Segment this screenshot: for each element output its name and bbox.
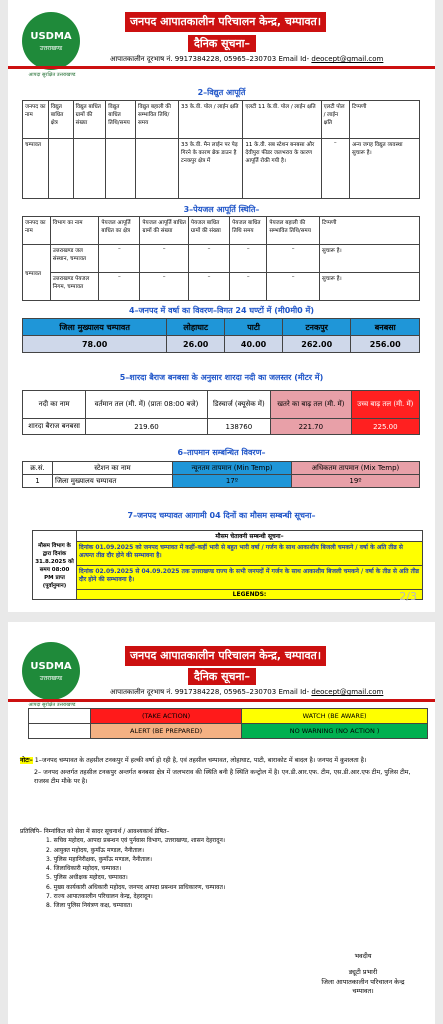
legend-watch: WATCH (BE AWARE) <box>242 709 428 724</box>
table-header: जनपद का नाम <box>23 217 51 245</box>
table-cell: 26.00 <box>167 336 225 353</box>
table-cell: जिला मुख्यालय चम्पावत <box>53 475 173 488</box>
legend-table <box>28 708 428 739</box>
copy-item: 6. मुख्य कार्यकारी अधिकारी महोदय, जनपद आपदा प्रबन्धन प्राधिकारण, चम्पावत। <box>46 883 226 891</box>
table-cell: 11 के.वी. सब स्टेशन बनबसा और देवीपुरा फीडर जलभराव के कारण आपूर्ति रोकी गयी है। <box>243 139 321 199</box>
copy-item: 8. जिला पुलिस नियंत्रण कक्ष, चम्पावत। <box>46 902 133 910</box>
table-cell: – <box>321 139 349 199</box>
table-cell: – <box>267 245 320 273</box>
header-rule <box>8 66 435 69</box>
table-cell: 262.00 <box>283 336 351 353</box>
table-cell: 225.00 <box>351 419 419 435</box>
table-header: विद्युत बाधित तिथि/समय <box>106 101 136 139</box>
table-header: क्र.सं. <box>23 462 53 475</box>
table-cell <box>136 139 179 199</box>
header-rule <box>8 699 435 702</box>
usdma-logo: USDMA उत्तराखण्ड <box>22 642 80 700</box>
table-header: उच्च बाढ़ तल (मी. में) <box>351 391 419 419</box>
usdma-logo: USDMA उत्तराखण्ड <box>22 12 80 70</box>
table-header: स्टेशन का नाम <box>53 462 173 475</box>
table-header: विद्युत बाधित क्षेत्र <box>48 101 73 139</box>
weather-legend-label: LEGENDS: <box>77 590 423 600</box>
table-cell: – <box>188 273 229 301</box>
weather-header: मौसम चेतावनी सम्बन्धी सूचना– <box>77 531 423 542</box>
table-header: पेयजल बहाली की सम्भावित तिथि/समय <box>267 217 320 245</box>
table-cell: – <box>267 273 320 301</box>
table-header: वर्तमान तल (मी. में) (प्रातः 08:00 बजे) <box>86 391 207 419</box>
table-cell: उत्तराखण्ड जल संस्थान, चम्पावत <box>50 245 99 273</box>
table-header: पेयजल बाधित तिथि समय <box>230 217 267 245</box>
table-header: पेयजल आपूर्ति बाधित का क्षेत्र <box>99 217 140 245</box>
table-cell: – <box>99 273 140 301</box>
notes-block <box>20 756 420 786</box>
table-cell <box>106 139 136 199</box>
report-page-2 <box>8 622 435 1024</box>
table-cell: अन्य जगह विद्युत व्यवस्था सुचारू है। <box>350 139 420 199</box>
report-page-1 <box>8 0 435 612</box>
note-1: 1–जनपद चम्पावत के तहसील टनकपुर में हल्की वर्षा हो रही है, एवं तहसील चम्पावत, लोहाघाट, पाटी, बाराकोट में बादल है। जनपद में कुशलता है। <box>34 757 367 764</box>
table-cell: शारदा बैराज बनबसा <box>23 419 86 435</box>
legend-blank <box>29 709 91 724</box>
table-cell: 33 के.वी. मैन लाईन पर पेड़ गिरने के कारण ब्रेक डाउन है टनकपुर क्षेत्र में <box>179 139 243 199</box>
table-cell: – <box>230 273 267 301</box>
logo-tagline: आपदा सुरक्षित उत्तराखण्ड <box>28 72 76 78</box>
copy-item: 7. राज्य आपातकालीन परिचालन केन्द्र, देहरादून। <box>46 893 153 901</box>
table-cell: उत्तराखण्ड पेयजल निगम, चम्पावत <box>50 273 99 301</box>
notes-label: नोटः– <box>20 757 33 764</box>
table-cell <box>73 139 106 199</box>
table-cell: – <box>188 245 229 273</box>
table-header: न्यूनतम तापमान (Min Temp) <box>173 462 292 475</box>
table-cell: सुचारू है। <box>320 245 420 273</box>
copy-item: 1. सचिव महोदय, आपदा प्रबन्धन एवं पुर्नवास विभाग, उत्तराखण्ड, शासन देहरादून। <box>46 837 226 845</box>
table-header: टनकपुर <box>283 319 351 336</box>
table-header: विद्युत बहाली की सम्भावित तिथि/समय <box>136 101 179 139</box>
table-cell: चम्पावत <box>23 139 49 199</box>
logo-tagline: आपदा सुरक्षित उत्तराखण्ड <box>28 702 76 708</box>
header-title: जनपद आपातकालीन परिचालन केन्द्र, चम्पावत। <box>125 646 326 666</box>
note-2: 2– जनपद अन्तर्गत तहसील टनकपुर अन्तर्गत बनबसा क्षेत्र में जलभराव की स्थिति बनी है स्थिति कन्ट्रोल में है। एन.डी.आर.एफ. टीम, एस.डी.आर.एफ टीम, पुलिस टीम, राजस्व टीम मौके पर है। <box>34 769 411 786</box>
rain-title: 4–जनपद में वर्षा का विवरण–विगत 24 घण्टों में (मी0मी0 में) <box>129 306 314 315</box>
table-header: जनपद का नाम <box>23 101 49 139</box>
legend-take-action: (TAKE ACTION) <box>91 709 242 724</box>
weather-title: 7–जनपद चम्पावत आगामी 04 दिनों का मौसम सम्बन्धी सूचना– <box>127 511 316 520</box>
table-header: अधिकतम तापमान (Mix Temp) <box>291 462 419 475</box>
table-header: पेयजल आपूर्ति बाधित ग्रामों की संख्या <box>140 217 189 245</box>
header-subtitle: दैनिक सूचना– <box>188 668 256 685</box>
river-table <box>22 390 420 435</box>
temperature-title: 6–तापमान सम्बन्धित विवरण– <box>177 448 266 457</box>
table-cell: 138760 <box>207 419 270 435</box>
table-header: बनबसा <box>351 319 420 336</box>
river-title: 5–शारदा बैराज बनबसा के अनुसार शारदा नदी का जलस्तर (मीटर में) <box>119 373 324 382</box>
table-header: विभाग का नाम <box>50 217 99 245</box>
signature-line: जिला आपातकालीन परिचालन केन्द्र <box>321 977 405 986</box>
temperature-table <box>22 461 420 488</box>
copy-item: 3. पुलिस महानिरीक्षक, कुमाँऊ मण्डल, नैनीताल। <box>46 855 152 863</box>
weather-table <box>32 530 423 600</box>
table-header: डिस्चार्ज (क्यूसेक में) <box>207 391 270 419</box>
table-cell: 78.00 <box>23 336 167 353</box>
table-header: नदी का नाम <box>23 391 86 419</box>
table-cell <box>48 139 73 199</box>
legend-no-warning: NO WARNING (NO ACTION ) <box>242 724 428 739</box>
weather-warning-row: दिनांक 01.09.2025 को जनपद चम्पावत में कहीं–कहीं भारी से बहुत भारी वर्षा / गर्जन के साथ आकाशीय बिजली चमकने / वर्षा के अति तीव्र से अत्यन्त तीव्र दौर होने की सम्भावना है। <box>77 542 423 566</box>
signature-line: ड्यूटी प्रभारी <box>348 967 378 976</box>
electricity-table <box>22 100 420 199</box>
electricity-title: 2–विद्युत आपूर्ति <box>197 88 246 97</box>
water-table <box>22 216 420 301</box>
table-cell: – <box>230 245 267 273</box>
table-header: लोहाघाट <box>167 319 225 336</box>
table-header: खतरे का बाढ़ तल (मी. में) <box>271 391 352 419</box>
table-cell: 219.60 <box>86 419 207 435</box>
table-cell: 17º <box>173 475 292 488</box>
weather-side-label: मौसम विभाग के द्वारा दिनांक 31.8.2025 को समय 08:00 PM प्राप्त (पूर्वानुमान) <box>33 531 77 600</box>
signature-line: भवदीय <box>354 952 372 960</box>
table-cell: सुचारू है। <box>320 273 420 301</box>
signature-block <box>308 952 418 997</box>
copy-item: 5. पुलिस अधीक्षक महोदय, चम्पावत। <box>46 874 128 882</box>
signature-line: चम्पावत। <box>352 987 374 996</box>
copy-item: 2. आयुक्त महोदय, कुमाँऊ मण्डल, नैनीताल। <box>46 846 145 854</box>
table-header: टिप्पणी <box>320 217 420 245</box>
weather-warning-row: दिनांक 02.09.2025 से 04.09.2025 तक उत्तराखण्ड राज्य के सभी जनपदों में गर्जन के साथ आकाशीय बिजली चमकने / वर्षा के तीव्र से अति तीव्र दौर होने की सम्भावना है। <box>77 566 423 590</box>
header-subtitle: दैनिक सूचना– <box>188 35 256 52</box>
contact-line: आपातकालीन दूरभाष नं. 9917384228, 05965–230703 Email Id- deocept@gmail.com <box>110 55 384 63</box>
table-cell: 19º <box>291 475 419 488</box>
table-cell: 256.00 <box>351 336 420 353</box>
table-cell: चम्पावत <box>23 245 51 301</box>
table-header: टिप्पणी <box>350 101 420 139</box>
copy-item: 4. जिलाधिकारी महोदय, चम्पावत। <box>46 865 122 873</box>
header-title: जनपद आपातकालीन परिचालन केन्द्र, चम्पावत। <box>125 12 326 32</box>
table-header: विद्युत बाधित ग्रामों की संख्या <box>73 101 106 139</box>
table-header: पेयजल बाधित ग्रामों की संख्या <box>188 217 229 245</box>
table-cell: 221.70 <box>271 419 352 435</box>
copies-list <box>20 827 420 911</box>
table-cell: – <box>140 273 189 301</box>
table-header: एलटी 11 के.वी. पोल / लाईन क्षति <box>243 101 321 139</box>
contact-line: आपातकालीन दूरभाष नं. 9917384228, 05965–230703 Email Id- deocept@gmail.com <box>110 688 384 696</box>
table-header: एलटी पोल / लाईन क्षति <box>321 101 349 139</box>
table-header: पाटी <box>225 319 283 336</box>
table-cell: – <box>140 245 189 273</box>
table-cell: 40.00 <box>225 336 283 353</box>
table-cell: 1 <box>23 475 53 488</box>
table-header: 33 के.वी. पोल / लाईन क्षति <box>179 101 243 139</box>
page-indicator: 2/3 <box>399 590 417 603</box>
legend-alert: ALERT (BE PREPARED) <box>91 724 242 739</box>
water-title: 3–पेयजल आपूर्ति स्थिति– <box>183 205 260 214</box>
table-cell: – <box>99 245 140 273</box>
rain-table <box>22 318 420 353</box>
legend-blank <box>29 724 91 739</box>
table-header: जिला मुख्यालय चम्पावत <box>23 319 167 336</box>
copies-heading: प्रतिलिपि– निम्नांकित को सेवा में सादर सूचनार्थ / आवश्यकार्थ प्रेषित– <box>20 828 170 835</box>
